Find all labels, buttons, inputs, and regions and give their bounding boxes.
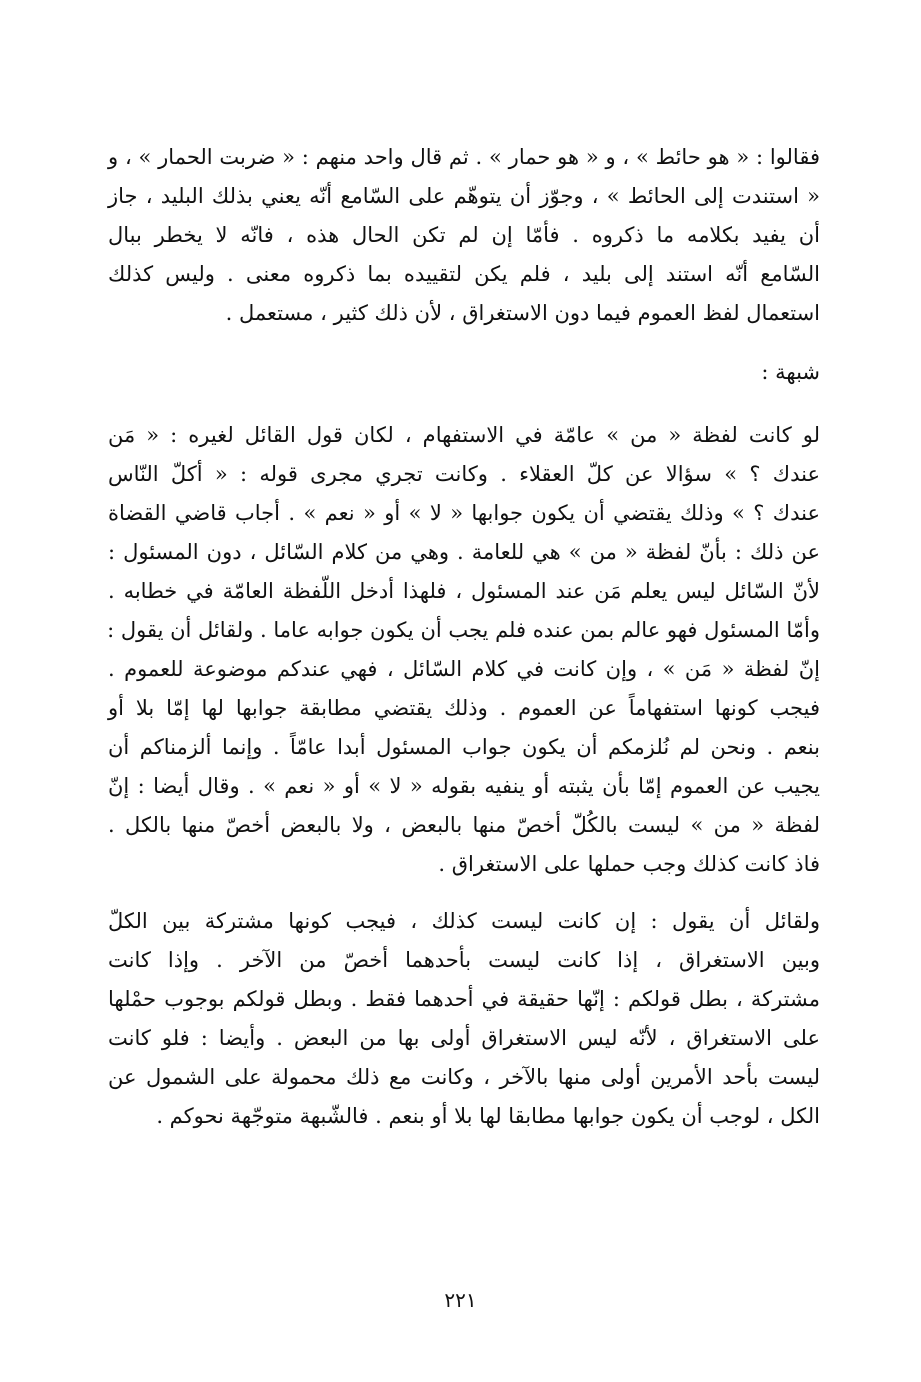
paragraph-1-line: استعمال لفظ العموم فيما دون الاستغراق ، لأن ذلك كثير ، مستعمل . <box>225 301 820 325</box>
paragraph-2-line: عندك ؟ » سؤالا عن كلّ العقلاء . وكانت تجري مجرى قوله : « أكلّ النّاس <box>108 462 820 486</box>
paragraph-1-line: السّامع أنّه استند إلى بليد ، فلم يكن لتقييده بما ذكروه معنى . وليس كذلك <box>108 262 820 286</box>
paragraph-1-line: « استندت إلى الحائط » ، وجوّز أن يتوهّم على السّامع أنّه يعني بذلك البليد ، جاز <box>108 184 820 208</box>
paragraph-2-line: عندك ؟ » وذلك يقتضي أن يكون جوابها « لا » أو « نعم » . أجاب قاضي القضاة <box>108 501 820 525</box>
paragraph-2-line: عن ذلك : بأنّ لفظة « من » هي للعامة . وهي من كلام السّائل ، دون المسئول : <box>108 540 820 564</box>
paragraph-3 <box>108 902 820 1136</box>
paragraph-3-line: مشتركة ، بطل قولكم : إنّها حقيقة في أحدهما فقط . وبطل قولكم بوجوب حمْلها <box>108 987 820 1011</box>
page-body <box>108 138 820 1136</box>
paragraph-3-line: ولقائل أن يقول : إن كانت ليست كذلك ، فيجب كونها مشتركة بين الكلّ <box>108 909 820 933</box>
paragraph-1 <box>108 138 820 333</box>
paragraph-2-line: فاذ كانت كذلك وجب حملها على الاستغراق . <box>438 852 820 876</box>
paragraph-2 <box>108 416 820 884</box>
paragraph-2-line: يجيب عن العموم إمّا بأن يثبته أو ينفيه بقوله « لا » أو « نعم » . وقال أيضا : إنّ <box>108 774 820 798</box>
paragraph-3-line: على الاستغراق ، لأنّه ليس الاستغراق أولى بها من البعض . وأيضا : فلو كانت <box>108 1026 820 1050</box>
page-number: ٢٢١ <box>444 1288 477 1312</box>
paragraph-1-line: أن يفيد بكلامه ما ذكروه . فأمّا إن لم تكن الحال هذه ، فانّه لا يخطر ببال <box>108 223 820 247</box>
paragraph-2-line: لأنّ السّائل ليس يعلم مَن عند المسئول ، فلهذا أدخل اللّفظة العامّة في خطابه . <box>108 579 820 603</box>
paragraph-3-line: وبين الاستغراق ، إذا كانت ليست بأحدهما أخصّ من الآخر . وإذا كانت <box>108 948 820 972</box>
paragraph-2-line: فيجب كونها استفهاماً عن العموم . وذلك يقتضي مطابقة جوابها لها إمّا بلا أو <box>108 696 820 720</box>
paragraph-2-line: وأمّا المسئول فهو عالم بمن عنده فلم يجب أن يكون جوابه عاما . ولقائل أن يقول : <box>107 618 820 642</box>
section-heading: شبهة : <box>761 360 820 384</box>
paragraph-2-line: لفظة « من » ليست بالكُلّ أخصّ منها بالبعض ، ولا بالبعض أخصّ منها بالكل . <box>108 813 820 837</box>
paragraph-2-line: لو كانت لفظة « من » عامّة في الاستفهام ، لكان قول القائل لغيره : « مَن <box>108 423 820 447</box>
paragraph-1-line: فقالوا : « هو حائط » ، و « هو حمار » . ثم قال واحد منهم : « ضربت الحمار » ، و <box>108 145 820 169</box>
paragraph-2-line: إنّ لفظة « مَن » ، وإن كانت في كلام السّائل ، فهي عندكم موضوعة للعموم . <box>108 657 820 681</box>
paragraph-3-line: ليست بأحد الأمرين أولى منها بالآخر ، وكانت مع ذلك محمولة على الشمول عن <box>108 1065 820 1089</box>
paragraph-2-line: بنعم . ونحن لم نُلزمكم أن يكون جواب المسئول أبدا عامّاً . وإنما ألزمناكم أن <box>108 735 820 759</box>
paragraph-3-line: الكل ، لوجب أن يكون جوابها مطابقا لها بلا أو بنعم . فالشّبهة متوجّهة نحوكم . <box>156 1104 820 1128</box>
